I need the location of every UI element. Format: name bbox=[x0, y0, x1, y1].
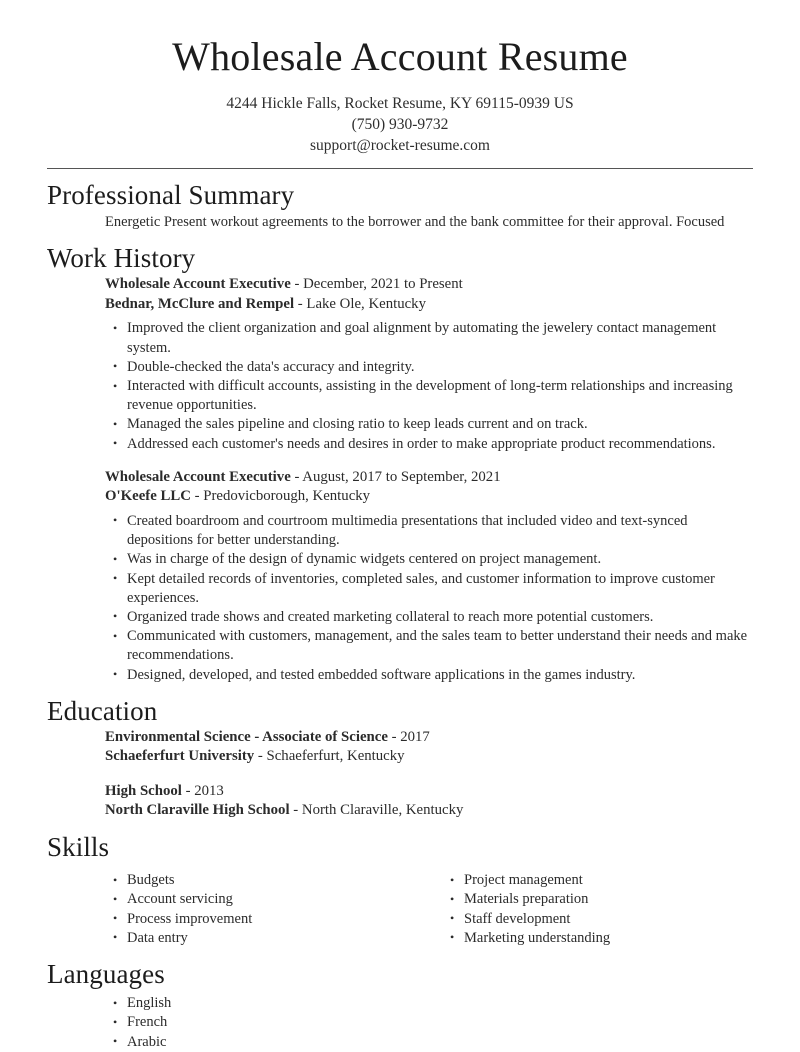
education-degree: High School bbox=[105, 782, 182, 799]
work-entry bbox=[105, 468, 753, 685]
entry-line bbox=[105, 747, 753, 767]
entry-line bbox=[105, 295, 753, 315]
job-bullet-list bbox=[105, 319, 753, 453]
job-bullet: • Designed, developed, and tested embedded software applications in the games industry. bbox=[105, 666, 753, 685]
entry-line bbox=[105, 782, 753, 802]
entry-line bbox=[105, 487, 753, 507]
languages-body bbox=[47, 994, 753, 1052]
job-bullet: • Managed the sales pipeline and closing ratio to keep leads current and on track. bbox=[105, 415, 753, 434]
education-school: North Claraville High School bbox=[105, 802, 290, 819]
language-item: • English bbox=[105, 994, 753, 1013]
section-title-skills: Skills bbox=[47, 831, 110, 862]
job-bullet: • Addressed each customer's needs and desires in order to make appropriate product recommendations. bbox=[105, 435, 753, 454]
summary-body bbox=[47, 212, 753, 232]
job-bullet: • Organized trade shows and created marketing collateral to reach more potential customers. bbox=[105, 608, 753, 627]
skill-item: • Budgets bbox=[105, 871, 429, 890]
education-degree: Environmental Science - Associate of Science bbox=[105, 728, 388, 745]
job-bullet: • Kept detailed records of inventories, completed sales, and customer information to improve customer experiences. bbox=[105, 570, 753, 608]
skills-list-left bbox=[105, 871, 429, 948]
contact-address: 4244 Hickle Falls, Rocket Resume, KY 69115-0939 US bbox=[226, 95, 574, 112]
language-item: • Arabic bbox=[105, 1033, 753, 1052]
job-bullet: • Created boardroom and courtroom multimedia presentations that included video and text-synced depositions for better understanding. bbox=[105, 512, 753, 550]
languages-list bbox=[105, 994, 753, 1052]
job-bullet: • Double-checked the data's accuracy and integrity. bbox=[105, 358, 753, 377]
skills-columns bbox=[105, 866, 753, 948]
job-dates: - August, 2017 to September, 2021 bbox=[290, 468, 501, 485]
skill-item: • Materials preparation bbox=[442, 890, 753, 909]
job-title: Wholesale Account Executive bbox=[105, 468, 291, 485]
education-body bbox=[47, 728, 753, 821]
section-education bbox=[47, 696, 753, 821]
section-title-languages: Languages bbox=[47, 959, 165, 989]
work-entry bbox=[105, 275, 753, 453]
education-entry bbox=[105, 782, 753, 821]
job-bullet: • Interacted with difficult accounts, assisting in the development of long-term relationships and increasing revenue opportunities. bbox=[105, 377, 753, 415]
section-languages bbox=[47, 959, 753, 1052]
entry-line bbox=[105, 275, 753, 295]
section-skills bbox=[47, 832, 753, 948]
skill-item: • Marketing understanding bbox=[442, 929, 753, 948]
summary-text: Energetic Present workout agreements to the borrower and the bank committee for their approval. Focused bbox=[105, 214, 725, 231]
education-location: - North Claraville, Kentucky bbox=[289, 802, 464, 819]
education-year: - 2017 bbox=[387, 728, 430, 745]
entry-line bbox=[105, 728, 753, 748]
education-location: - Schaeferfurt, Kentucky bbox=[254, 748, 405, 765]
skills-list-right bbox=[442, 871, 753, 948]
skills-body bbox=[47, 866, 753, 948]
job-title: Wholesale Account Executive bbox=[105, 276, 291, 293]
job-location: - Lake Ole, Kentucky bbox=[294, 295, 426, 312]
entry-line bbox=[105, 801, 753, 821]
job-dates: - December, 2021 to Present bbox=[290, 276, 463, 293]
page-title: Wholesale Account Resume bbox=[172, 34, 628, 79]
section-title-summary: Professional Summary bbox=[47, 180, 295, 210]
job-bullet: • Was in charge of the design of dynamic widgets centered on project management. bbox=[105, 550, 753, 569]
work-history-body bbox=[47, 275, 753, 684]
contact-phone: (750) 930-9732 bbox=[351, 116, 449, 133]
education-entry bbox=[105, 728, 753, 767]
section-title-education: Education bbox=[47, 695, 158, 726]
job-company: O'Keefe LLC bbox=[105, 488, 191, 505]
education-school: Schaeferfurt University bbox=[105, 748, 255, 765]
job-location: - Predovicborough, Kentucky bbox=[190, 488, 371, 505]
skill-item: • Project management bbox=[442, 871, 753, 890]
section-professional-summary bbox=[47, 180, 753, 232]
job-bullet: • Improved the client organization and goal alignment by automating the jewelery contact management system. bbox=[105, 319, 753, 357]
language-item: • French bbox=[105, 1013, 753, 1032]
skills-column-right bbox=[429, 866, 753, 948]
entry-line bbox=[105, 468, 753, 488]
section-work-history bbox=[47, 243, 753, 684]
skill-item: • Account servicing bbox=[105, 890, 429, 909]
education-year: - 2013 bbox=[181, 782, 224, 799]
skill-item: • Process improvement bbox=[105, 910, 429, 929]
contact-email: support@rocket-resume.com bbox=[310, 137, 490, 154]
job-company: Bednar, McClure and Rempel bbox=[105, 295, 295, 312]
skill-item: • Staff development bbox=[442, 910, 753, 929]
skill-item: • Data entry bbox=[105, 929, 429, 948]
job-bullet-list bbox=[105, 512, 753, 685]
section-title-work-history: Work History bbox=[47, 243, 196, 274]
contact-block bbox=[47, 93, 753, 156]
job-bullet: • Communicated with customers, management, and the sales team to better understand their needs and make recommendations. bbox=[105, 627, 753, 665]
header-divider bbox=[47, 168, 753, 169]
skills-column-left bbox=[105, 866, 429, 948]
